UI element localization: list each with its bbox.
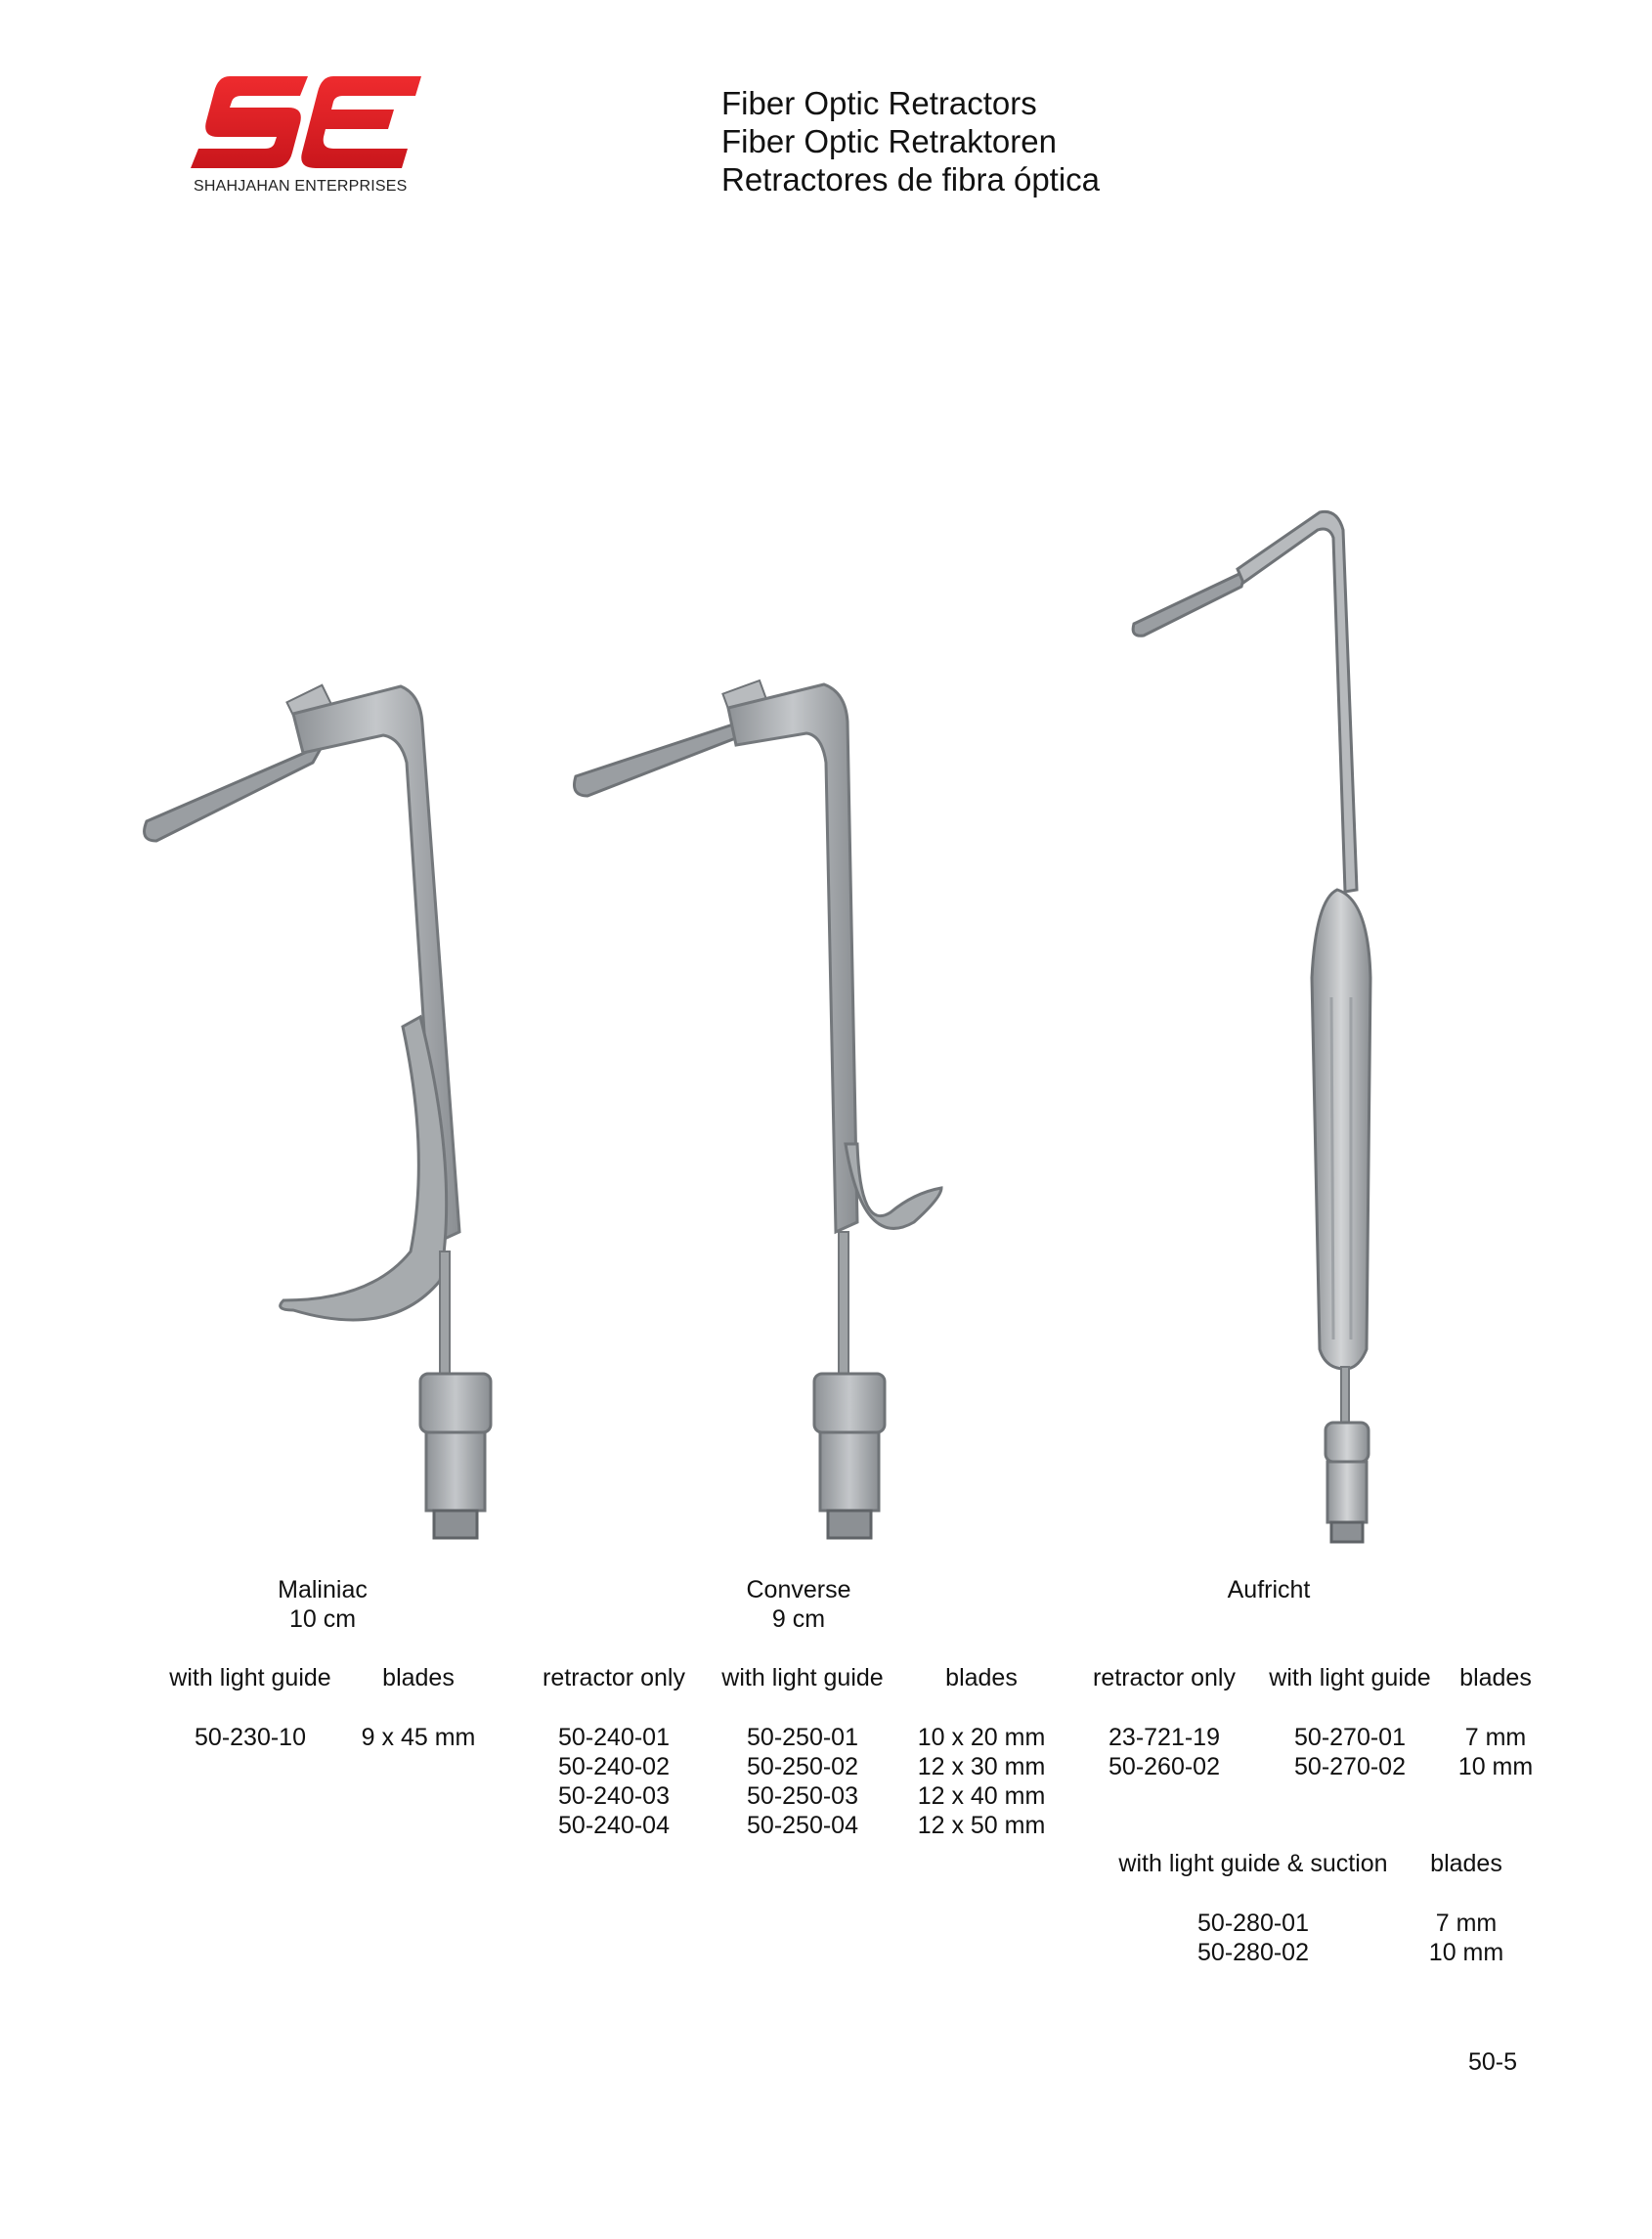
table-cell: 50-250-03 [747,1782,858,1810]
table-cell: 50-240-03 [558,1782,670,1810]
aufricht-header-suction: with light guide & suction [1118,1850,1388,1877]
aufricht-header-retractor-only: retractor only [1093,1664,1236,1691]
aufricht-header-blades: blades [1459,1664,1532,1691]
table-cell: 10 mm [1428,1939,1504,1966]
page-number: 50-5 [1467,2048,1517,2076]
logo-caption: SHAHJAHAN ENTERPRISES [194,178,408,195]
table-cell: 50-250-04 [747,1812,858,1839]
table-cell: 10 x 20 mm [917,1724,1046,1751]
converse-header-light-guide: with light guide [721,1664,884,1691]
converse-header-blades: blades [945,1664,1018,1691]
maliniac-blades-column [362,1723,476,1752]
aufricht-blades-column [1458,1723,1533,1781]
converse-light-guide-column [747,1723,858,1840]
maliniac-header-light-guide: with light guide [169,1664,331,1691]
table-cell: 7 mm [1464,1724,1527,1751]
maliniac-light-guide-column [195,1723,306,1752]
maliniac-retractor-image [127,469,557,1569]
table-cell: 12 x 40 mm [917,1782,1046,1810]
table-cell: 50-270-01 [1294,1724,1406,1751]
maliniac-header-blades: blades [382,1664,455,1691]
table-cell: 9 x 45 mm [361,1724,476,1751]
aufricht-light-guide-column [1294,1723,1406,1781]
converse-blades-column [918,1723,1046,1840]
maliniac-name: Maliniac [278,1576,368,1603]
page-title [721,84,1100,198]
converse-retractor-only-column [558,1723,670,1840]
table-cell: 50-280-02 [1197,1939,1309,1966]
aufricht-retractor-only-column [1109,1723,1220,1781]
table-cell: 50-250-01 [747,1724,858,1751]
converse-name: Converse [746,1576,851,1603]
converse-size: 9 cm [771,1605,826,1633]
table-cell: 50-240-01 [558,1724,670,1751]
table-cell: 50-280-01 [1197,1910,1309,1937]
table-cell: 12 x 50 mm [917,1812,1046,1839]
title-spanish: Retractores de fibra óptica [721,161,1101,198]
table-cell: 50-250-02 [747,1753,858,1780]
table-cell: 50-260-02 [1109,1753,1220,1780]
aufricht-suction-column [1197,1909,1309,1967]
aufricht-name: Aufricht [1227,1576,1311,1603]
aufricht-header-suction-blades: blades [1430,1850,1502,1877]
table-cell: 50-230-10 [195,1724,306,1751]
table-cell: 50-270-02 [1294,1753,1406,1780]
converse-header-retractor-only: retractor only [543,1664,685,1691]
table-cell: 12 x 30 mm [917,1753,1046,1780]
aufricht-suction-blades-column [1429,1909,1503,1967]
title-english: Fiber Optic Retractors [721,85,1037,121]
table-cell: 10 mm [1457,1753,1534,1780]
title-german: Fiber Optic Retraktoren [721,123,1057,159]
table-cell: 50-240-04 [558,1812,670,1839]
table-cell: 23-721-19 [1109,1724,1220,1751]
converse-retractor-image [562,469,973,1569]
aufricht-retractor-image [1124,469,1476,1569]
table-cell: 50-240-02 [558,1753,670,1780]
table-cell: 7 mm [1435,1910,1498,1937]
maliniac-size: 10 cm [288,1605,357,1633]
aufricht-header-light-guide: with light guide [1269,1664,1431,1691]
